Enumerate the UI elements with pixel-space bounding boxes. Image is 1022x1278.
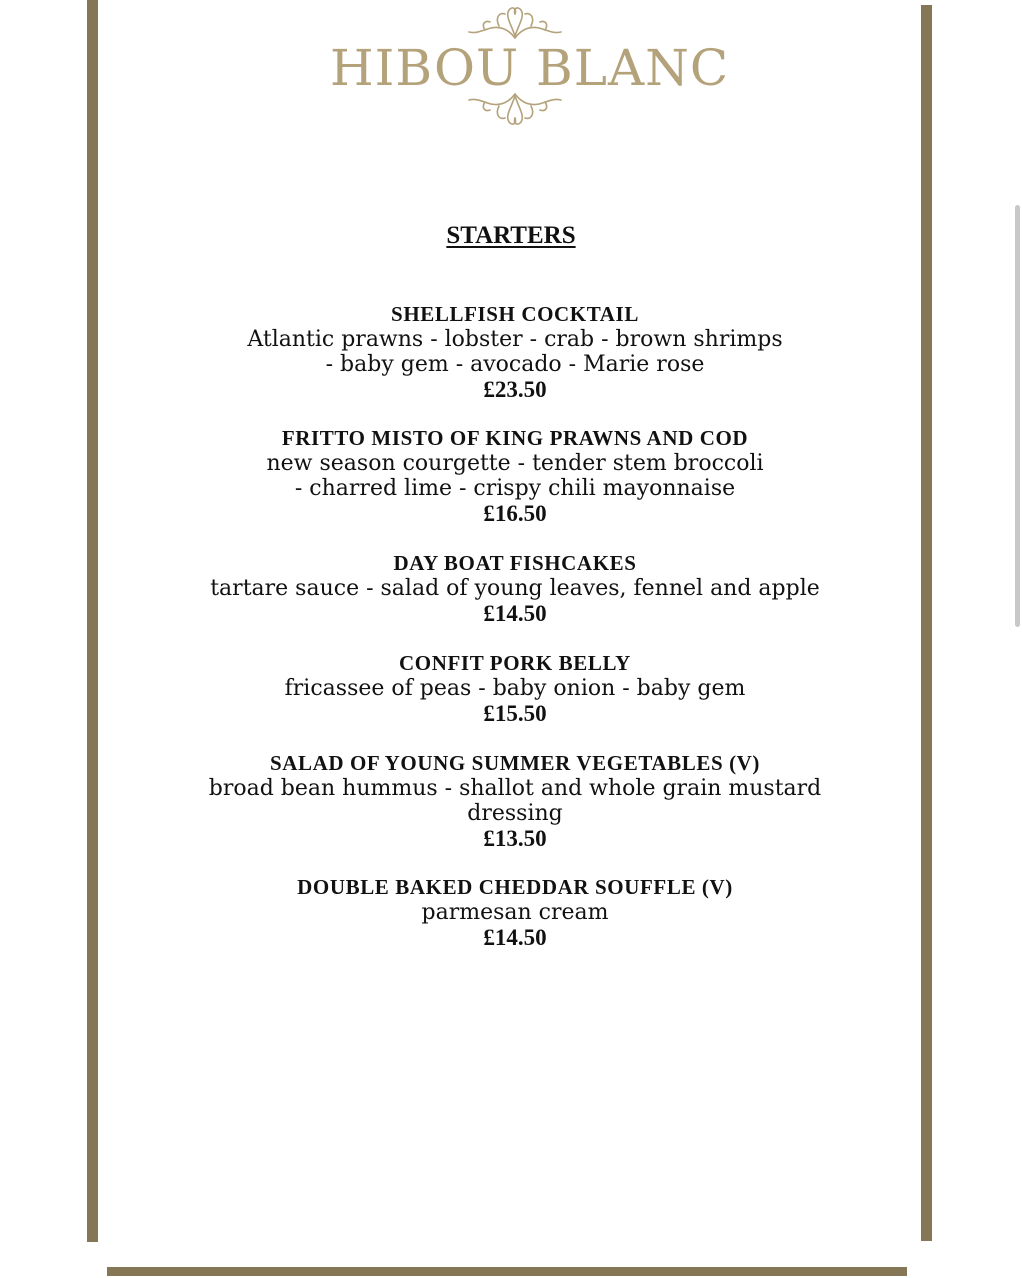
menu-item-description: - charred lime - crispy chili mayonnaise <box>294 476 736 501</box>
menu-item <box>150 874 880 950</box>
menu-item-price: £13.50 <box>483 826 547 851</box>
menu-item-description: tartare sauce - salad of young leaves, fennel and apple <box>210 576 820 601</box>
menu-item-description: new season courgette - tender stem broccoli <box>266 451 764 476</box>
menu-item-name: FRITTO MISTO OF KING PRAWNS AND COD <box>281 426 749 450</box>
right-gold-border <box>921 5 932 1241</box>
menu-item-name: CONFIT PORK BELLY <box>399 651 631 675</box>
menu-item <box>150 750 880 851</box>
menu-item-name: DAY BOAT FISHCAKES <box>393 551 637 575</box>
section-title-starters: STARTERS <box>446 222 576 249</box>
menu-item <box>150 425 880 526</box>
menu-item-name: SALAD OF YOUNG SUMMER VEGETABLES (V) <box>269 751 761 775</box>
menu-item-description: - baby gem - avocado - Marie rose <box>325 352 705 377</box>
bottom-gold-border <box>107 1267 907 1276</box>
menu-item-price: £15.50 <box>483 701 547 726</box>
menu-item <box>150 550 880 626</box>
menu-item <box>150 301 880 402</box>
menu-item-description: fricassee of peas - baby onion - baby gem <box>284 676 746 701</box>
menu-item <box>150 650 880 726</box>
menu-item-description: Atlantic prawns - lobster - crab - brown shrimps <box>247 327 783 352</box>
menu-item-description: dressing <box>467 801 563 826</box>
menu-item-description: broad bean hummus - shallot and whole grain mustard <box>208 776 822 801</box>
logo-wordmark: HIBOU BLANC <box>330 39 730 97</box>
menu-item-name: DOUBLE BAKED CHEDDAR SOUFFLE (V) <box>297 875 733 899</box>
menu-item-name: SHELLFISH COCKTAIL <box>391 302 639 326</box>
menu-item-price: £14.50 <box>483 925 547 950</box>
menu-item-description: parmesan cream <box>421 900 609 925</box>
menu-item-price: £16.50 <box>483 501 547 526</box>
restaurant-logo <box>330 4 730 130</box>
scrollbar[interactable] <box>1015 205 1020 627</box>
ornament-bottom-icon <box>465 92 565 128</box>
ornament-top-icon <box>465 4 565 40</box>
menu-item-price: £14.50 <box>483 601 547 626</box>
menu-item-price: £23.50 <box>483 377 547 402</box>
left-gold-border <box>87 0 98 1242</box>
